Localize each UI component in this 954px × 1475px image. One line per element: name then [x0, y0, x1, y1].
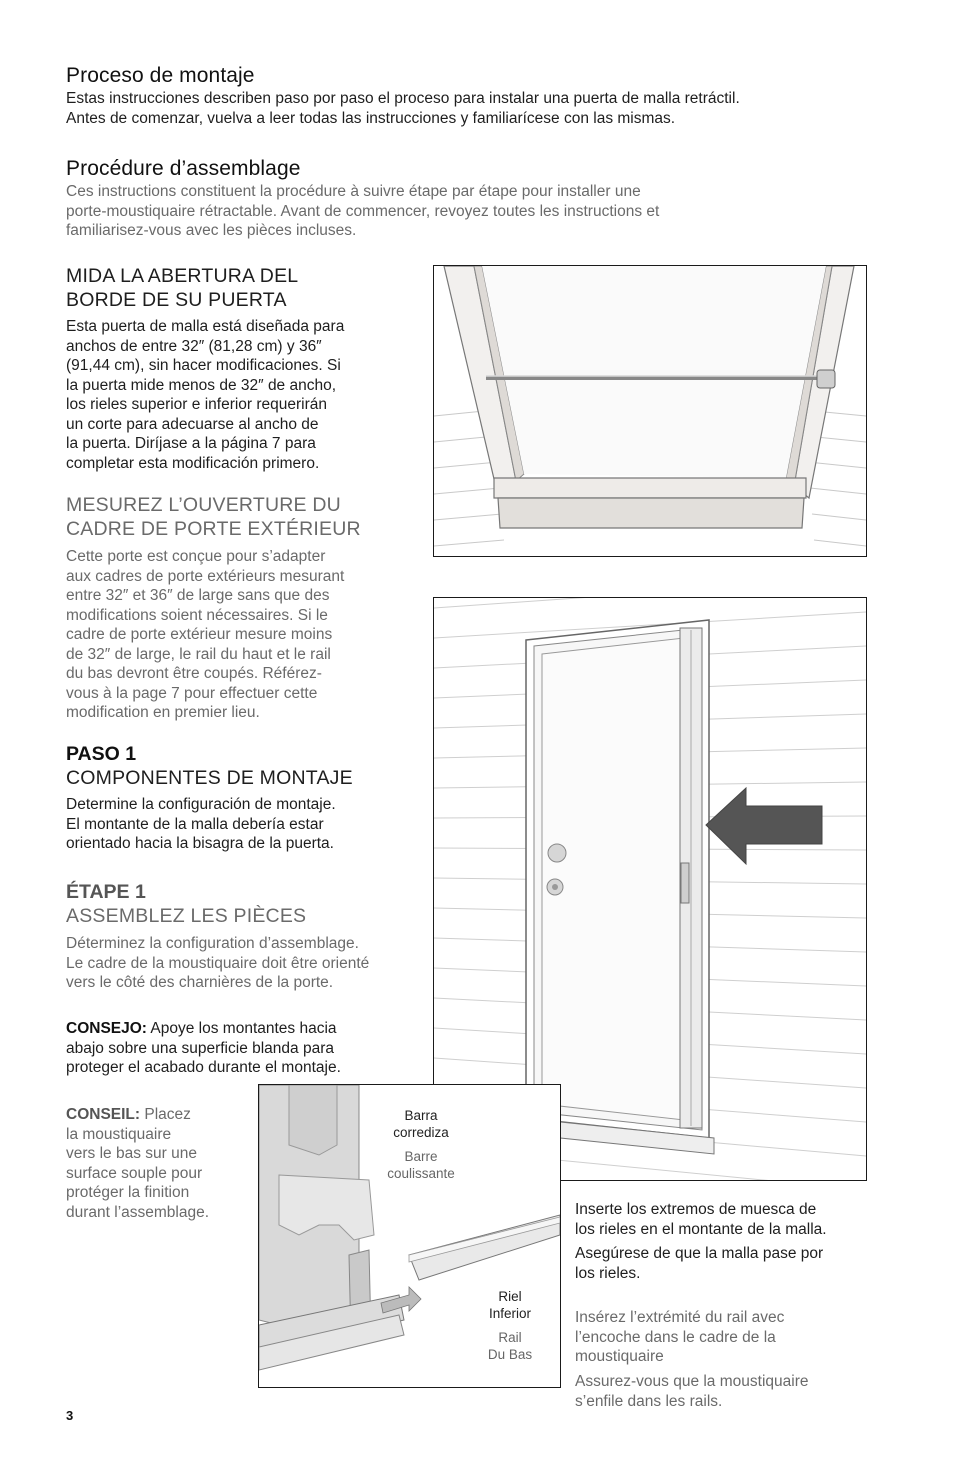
bottom-rail-label-fr: [475, 1329, 545, 1363]
es-measure-line: Esta puerta de malla está diseñada para: [66, 318, 345, 335]
fr-step-line: vers le côté des charnières de la porte.: [66, 974, 334, 991]
fr-tip-label: CONSEIL:: [66, 1106, 141, 1123]
insert-fr-line: l’encoche dans le cadre de la: [575, 1328, 776, 1346]
fr-measure-line: vous à la page 7 pour effectuer cette: [66, 684, 318, 702]
es-intro-text: [66, 89, 906, 128]
fr-intro-text: [66, 182, 906, 241]
es-measure-line: anchos de entre 32″ (81,28 cm) y 36″: [66, 337, 322, 355]
slide-bar-label-fr-line: coulissante: [387, 1166, 455, 1181]
es-step-line: El montante de la malla debería estar: [66, 815, 324, 833]
insert-es-p1: [575, 1200, 895, 1239]
bottom-rail-label-es-line: Riel: [498, 1289, 522, 1304]
fr-tip-line: surface souple pour: [66, 1164, 203, 1182]
es-intro-line: Estas instrucciones describen paso por paso el proceso para instalar una puerta de malla retráctil.: [66, 90, 740, 107]
fr-step-text: [66, 934, 426, 993]
es-step-text: [66, 795, 426, 854]
insert-es-line: Asegúrese de que la malla pase por: [575, 1245, 824, 1262]
fr-step-label: ÉTAPE 1: [66, 881, 146, 903]
es-measure-text: [66, 317, 426, 473]
bottom-rail-label-fr-line: Rail: [498, 1330, 522, 1345]
fr-intro-line: Ces instructions constituent la procédure à suivre étape par étape pour installer une: [66, 183, 641, 200]
fr-measure-line: modifications soient nécessaires. Si le: [66, 606, 328, 624]
es-tip-line: Apoye los montantes hacia: [146, 1020, 337, 1037]
insert-es-p2: [575, 1244, 895, 1283]
es-tip-line: proteger el acabado durante el montaje.: [66, 1059, 341, 1076]
insert-fr-line: s’enfile dans les rails.: [575, 1392, 723, 1410]
insert-fr-line: Assurez-vous que la moustiquaire: [575, 1373, 809, 1390]
insert-es-line: Inserte los extremos de muesca de: [575, 1201, 817, 1218]
insert-fr-line: Insérez l’extrémité du rail avec: [575, 1309, 785, 1326]
bottom-rail-label-es-line: Inferior: [488, 1306, 532, 1321]
door-opening-measure-illustration: [433, 265, 867, 557]
fr-measure-line: entre 32″ et 36″ de large sans que des: [66, 587, 330, 604]
es-intro-title: Proceso de montaje: [66, 64, 255, 87]
fr-intro-line: porte-moustiquaire rétractable. Avant de commencer, revoyez toutes les instructions et: [66, 202, 660, 220]
fr-step-line: Déterminez la configuration d’assemblage.: [66, 935, 359, 952]
es-tip-label: CONSEJO:: [66, 1020, 147, 1037]
door-frame-measure-drawing: [434, 266, 866, 556]
fr-step-line: Le cadre de la moustiquaire doit être orienté: [66, 954, 370, 972]
fr-tip-line: durant l’assemblage.: [66, 1203, 210, 1221]
es-measure-line: un corte para adecuarse al ancho de: [66, 415, 319, 433]
slide-bar-label-es-line: Barra: [404, 1108, 438, 1123]
es-measure-line: la puerta mide menos de 32″ de ancho,: [66, 376, 337, 394]
es-intro-line: Antes de comenzar, vuelva a leer todas las instrucciones y familiarícese con las mismas.: [66, 109, 676, 127]
fr-measure-line: Cette porte est conçue pour s’adapter: [66, 548, 326, 565]
es-step-heading: COMPONENTES DE MONTAJE: [66, 767, 353, 789]
insert-es-line: los rieles en el montante de la malla.: [575, 1220, 827, 1238]
slide-bar-label-fr-line: Barre: [404, 1149, 438, 1164]
es-measure-line: los rieles superior e inferior requerirán: [66, 396, 328, 413]
fr-intro-title: Procédure d’assemblage: [66, 157, 301, 180]
fr-tip-line: Placez: [140, 1106, 191, 1123]
insert-fr-p1: [575, 1308, 895, 1367]
fr-intro-line: familiarisez-vous avec les pièces incluses.: [66, 222, 357, 239]
es-step-line: orientado hacia la bisagra de la puerta.: [66, 835, 334, 852]
insert-es-line: los rieles.: [575, 1264, 641, 1282]
fr-measure-line: cadre de porte extérieur mesure moins: [66, 626, 333, 643]
fr-tip-line: la moustiquaire: [66, 1125, 172, 1143]
es-tip: [66, 1019, 426, 1078]
page-number: 3: [66, 1408, 74, 1423]
bottom-rail-label-fr-line: Du Bas: [487, 1347, 533, 1362]
es-measure-line: la puerta. Diríjase a la página 7 para: [66, 435, 316, 452]
fr-measure-heading-line: CADRE DE PORTE EXTÉRIEUR: [66, 518, 361, 540]
es-step-line: Determine la configuración de montaje.: [66, 796, 336, 813]
fr-measure-text: [66, 547, 426, 723]
fr-tip: [66, 1105, 251, 1222]
slide-bar-label-es-line: corrediza: [393, 1125, 449, 1140]
insert-fr-line: moustiquaire: [575, 1348, 664, 1365]
fr-step-heading: ASSEMBLEZ LES PIÈCES: [66, 905, 307, 927]
fr-measure-line: modification en premier lieu.: [66, 704, 260, 721]
es-measure-line: completar esta modificación primero.: [66, 454, 320, 472]
slide-bar-label-es: [381, 1107, 461, 1141]
fr-measure-line: de 32″ de large, le rail du haut et le rail: [66, 645, 331, 663]
slide-bar-label-fr: [375, 1148, 467, 1182]
fr-tip-line: vers le bas sur une: [66, 1145, 197, 1162]
bottom-rail-label-es: [475, 1288, 545, 1322]
insert-fr-p2: [575, 1372, 895, 1411]
rail-insert-detail-illustration: [258, 1084, 561, 1388]
es-measure-heading-line: MIDA LA ABERTURA DEL: [66, 265, 299, 287]
fr-tip-line: protéger la finition: [66, 1184, 190, 1201]
fr-measure-line: aux cadres de porte extérieurs mesurant: [66, 567, 345, 585]
fr-measure-line: du bas devront être coupés. Référez-: [66, 665, 322, 682]
fr-measure-heading: [66, 493, 426, 541]
es-measure-heading: [66, 264, 426, 312]
es-step-label: PASO 1: [66, 743, 137, 765]
es-measure-line: (91,44 cm), sin hacer modificaciones. Si: [66, 357, 341, 374]
es-tip-line: abajo sobre una superficie blanda para: [66, 1039, 334, 1057]
fr-measure-heading-line: MESUREZ L’OUVERTURE DU: [66, 494, 341, 516]
es-measure-heading-line: BORDE DE SU PUERTA: [66, 289, 287, 311]
